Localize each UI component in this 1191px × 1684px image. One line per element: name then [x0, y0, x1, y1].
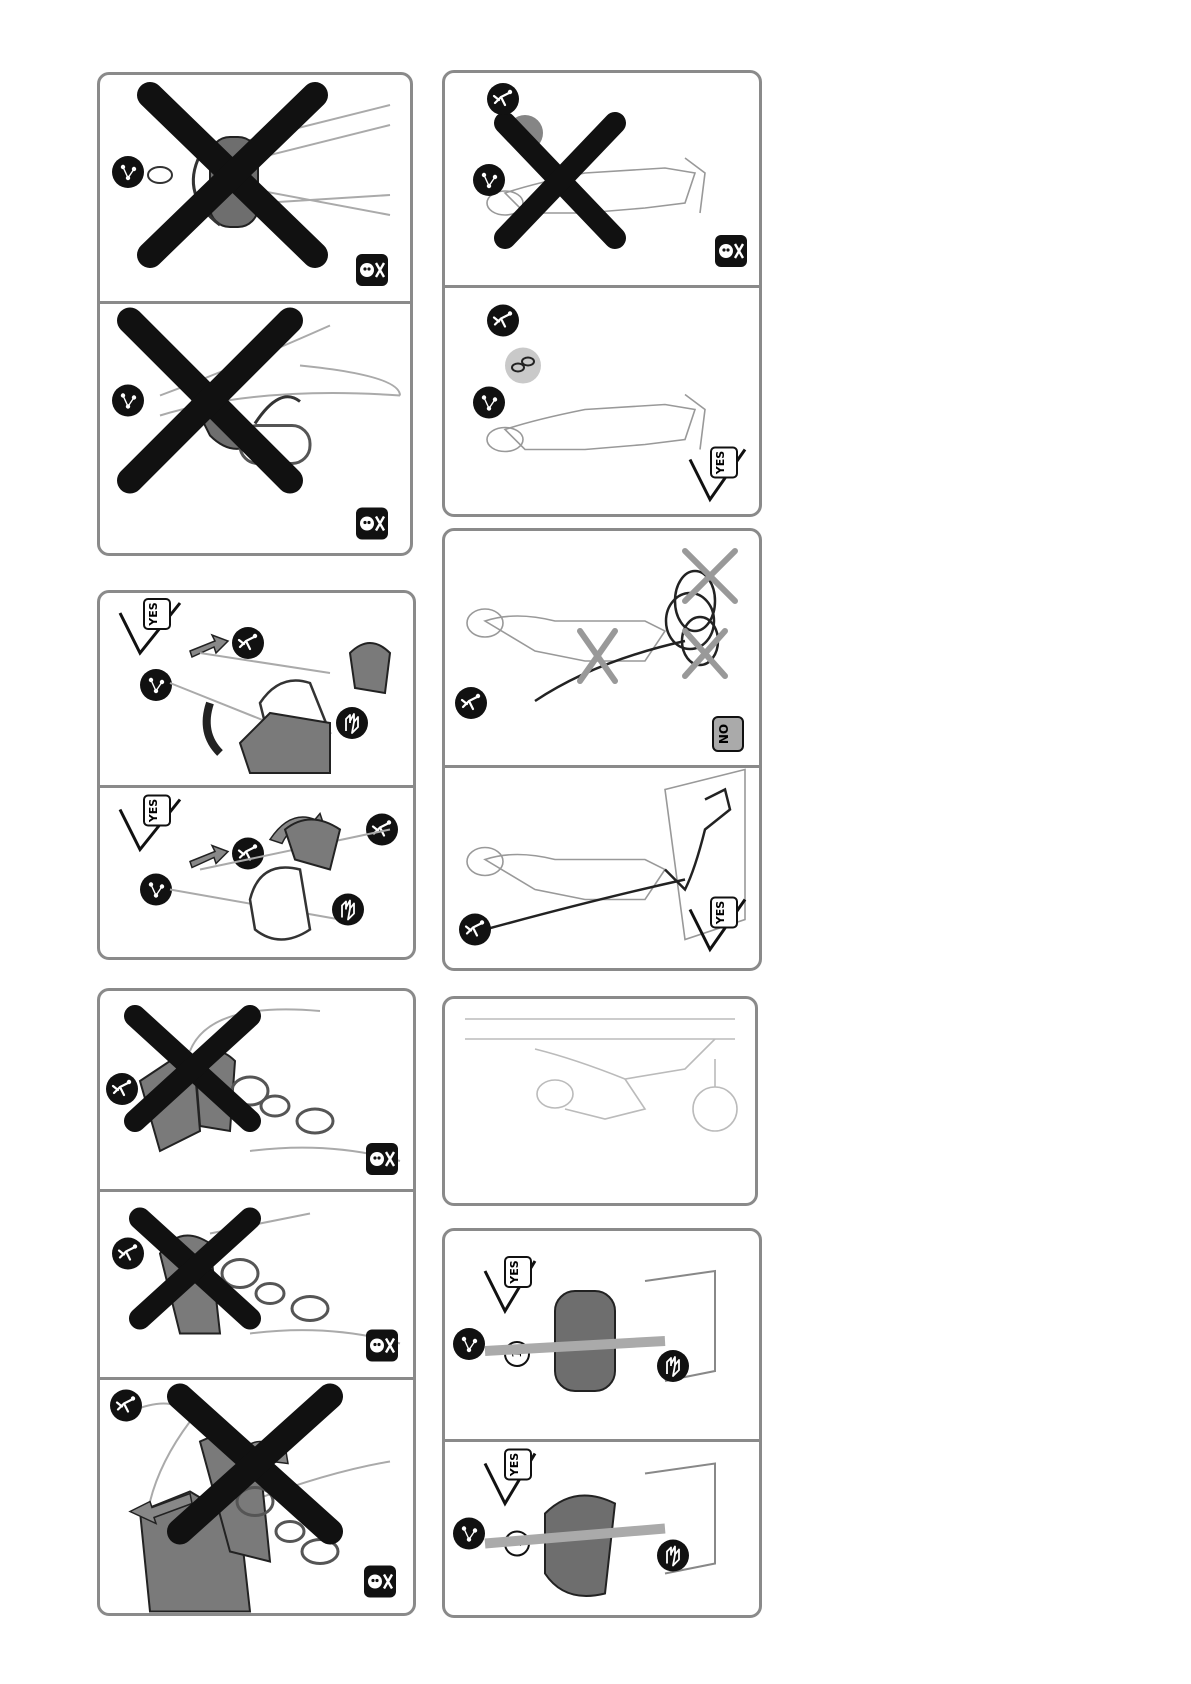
climber-icon	[366, 814, 398, 846]
anchor-icon	[140, 669, 172, 701]
yes-check-icon	[485, 1257, 535, 1311]
danger-icon	[356, 254, 388, 286]
panel-yes-2	[100, 785, 413, 960]
yes-label: YES	[714, 900, 727, 925]
frame-box-6	[442, 996, 758, 1206]
panel-incorrect-6	[445, 73, 759, 285]
anchor-icon	[140, 874, 172, 906]
danger-icon	[366, 1330, 398, 1362]
anchor-icon	[112, 385, 144, 417]
hand-icon	[657, 1540, 689, 1572]
climber-icon	[112, 1238, 144, 1270]
climber-figure	[487, 395, 705, 452]
climber-icon	[232, 627, 264, 659]
panel-incorrect-2	[100, 301, 410, 556]
panel-incorrect-3	[100, 991, 413, 1189]
yes-label: YES	[508, 1452, 521, 1477]
tyrolean-scene	[465, 1019, 737, 1131]
yes-label: YES	[508, 1260, 521, 1284]
climber-icon	[232, 838, 264, 870]
climber-icon	[110, 1390, 142, 1422]
climber-icon	[487, 305, 519, 337]
frame-box-5	[442, 528, 762, 971]
danger-icon	[715, 235, 747, 267]
frame-box-4	[442, 70, 762, 517]
yes-check-icon	[485, 1450, 535, 1504]
frame-box-3	[97, 988, 416, 1616]
yes-check-icon	[120, 796, 180, 850]
panel-incorrect-5	[100, 1377, 413, 1616]
climber-icon	[487, 83, 519, 115]
anchor-icon	[453, 1328, 485, 1360]
panel-incorrect-1	[100, 75, 410, 301]
anchor-icon	[112, 156, 144, 188]
climber-icon	[459, 914, 491, 946]
yes-label: YES	[714, 450, 727, 475]
anchor-icon	[473, 387, 505, 419]
panel-yes-5	[445, 1231, 759, 1439]
yes-label: YES	[147, 602, 160, 626]
anchor-icon	[473, 164, 505, 196]
frame-box-7	[442, 1228, 762, 1618]
frame-box-1	[97, 72, 413, 556]
climber-icon	[106, 1073, 138, 1105]
x-mark	[130, 321, 290, 481]
x-mark	[150, 95, 315, 255]
device	[485, 1464, 715, 1597]
yes-check-icon	[120, 599, 180, 653]
chain-link	[505, 348, 541, 384]
no-badge-icon	[713, 717, 743, 751]
panel-yes-4	[445, 765, 759, 971]
x-mark	[505, 123, 615, 238]
frame-box-2	[97, 590, 416, 960]
panel-no-1	[445, 531, 759, 765]
panel-yes-6	[445, 1439, 759, 1618]
danger-icon	[366, 1143, 398, 1175]
device-and-hand	[250, 820, 340, 940]
anchor-icon	[453, 1518, 485, 1550]
yes-label: YES	[147, 798, 160, 823]
danger-icon	[356, 508, 388, 540]
hand-icon	[336, 707, 368, 739]
hand-icon	[657, 1350, 689, 1382]
no-label: NO	[717, 723, 731, 745]
climber-icon	[455, 687, 487, 719]
panel-yes-1	[100, 593, 413, 785]
yes-check-icon	[690, 448, 745, 500]
step-number: 1	[510, 1539, 524, 1548]
panel-incorrect-4	[100, 1189, 413, 1377]
yes-check-icon	[690, 898, 745, 950]
panel-yes-3	[445, 285, 759, 517]
danger-icon	[364, 1566, 396, 1598]
step-number: 1	[510, 1350, 524, 1358]
hand-icon	[332, 894, 364, 926]
climber-figure	[467, 770, 745, 940]
